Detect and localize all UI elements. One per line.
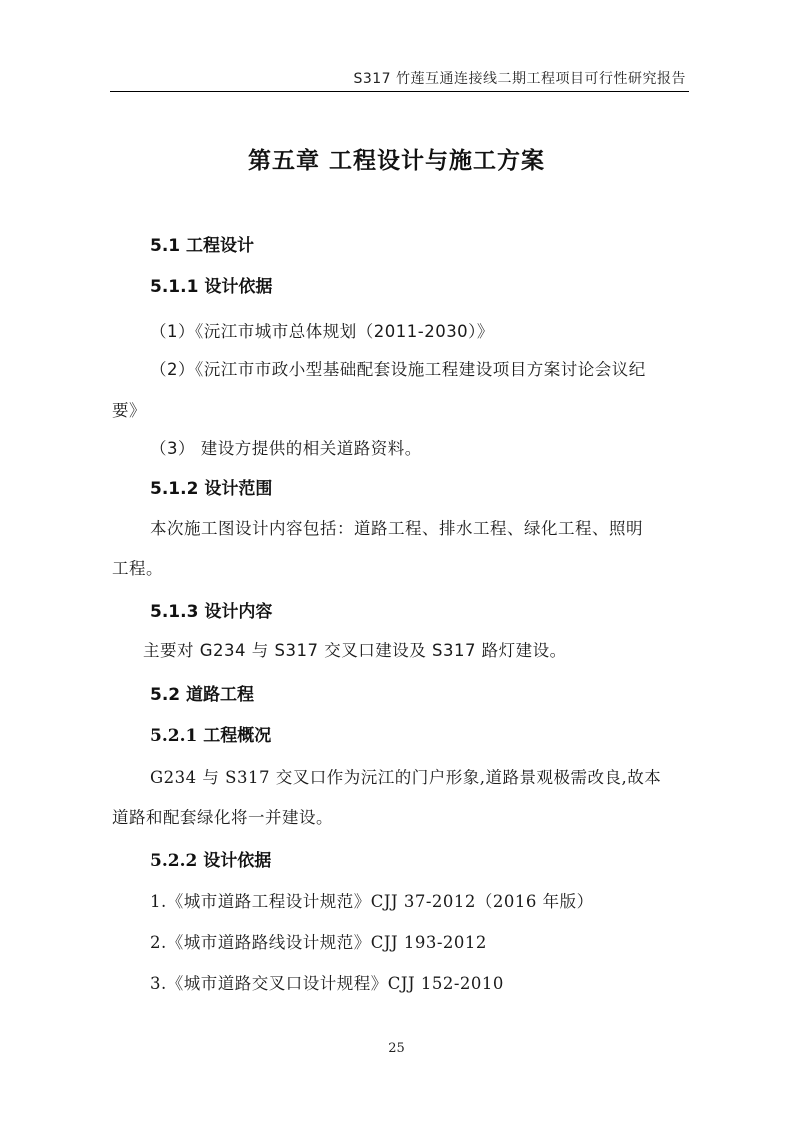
list-item-continuation: 要》 bbox=[112, 401, 146, 420]
list-item: （2）《沅江市市政小型基础配套设施工程建设项目方案讨论会议纪 bbox=[150, 360, 646, 379]
section-5-2-2-heading: 5.2.2 设计依据 bbox=[150, 851, 272, 871]
section-5-1-1-heading: 5.1.1 设计依据 bbox=[150, 277, 273, 297]
section-5-2-heading: 5.2 道路工程 bbox=[150, 685, 255, 705]
paragraph-line: 本次施工图设计内容包括：道路工程、排水工程、绿化工程、照明 bbox=[150, 519, 643, 538]
header-rule bbox=[110, 91, 689, 92]
paragraph-line: G234 与 S317 交叉口作为沅江的门户形象,道路景观极需改良,故本 bbox=[150, 768, 662, 787]
list-item: 2.《城市道路路线设计规范》CJJ 193-2012 bbox=[150, 933, 487, 952]
section-5-1-2-heading: 5.1.2 设计范围 bbox=[150, 479, 273, 499]
section-5-2-1-heading: 5.2.1 工程概况 bbox=[150, 726, 272, 746]
list-item: （3） 建设方提供的相关道路资料。 bbox=[150, 439, 422, 458]
list-item: 1.《城市道路工程设计规范》CJJ 37-2012（2016 年版） bbox=[150, 892, 594, 911]
paragraph-line: 道路和配套绿化将一并建设。 bbox=[112, 808, 333, 827]
page-number: 25 bbox=[388, 1041, 405, 1056]
section-5-1-3-heading: 5.1.3 设计内容 bbox=[150, 602, 273, 622]
section-5-1-heading: 5.1 工程设计 bbox=[150, 236, 255, 256]
list-item: 3.《城市道路交叉口设计规程》CJJ 152-2010 bbox=[150, 974, 504, 993]
running-header: S317 竹莲互通连接线二期工程项目可行性研究报告 bbox=[353, 71, 686, 87]
list-item: （1）《沅江市城市总体规划（2011-2030）》 bbox=[150, 322, 494, 341]
paragraph-line: 工程。 bbox=[112, 559, 163, 578]
paragraph-line: 主要对 G234 与 S317 交叉口建设及 S317 路灯建设。 bbox=[143, 641, 567, 660]
chapter-title: 第五章 工程设计与施工方案 bbox=[247, 148, 545, 174]
